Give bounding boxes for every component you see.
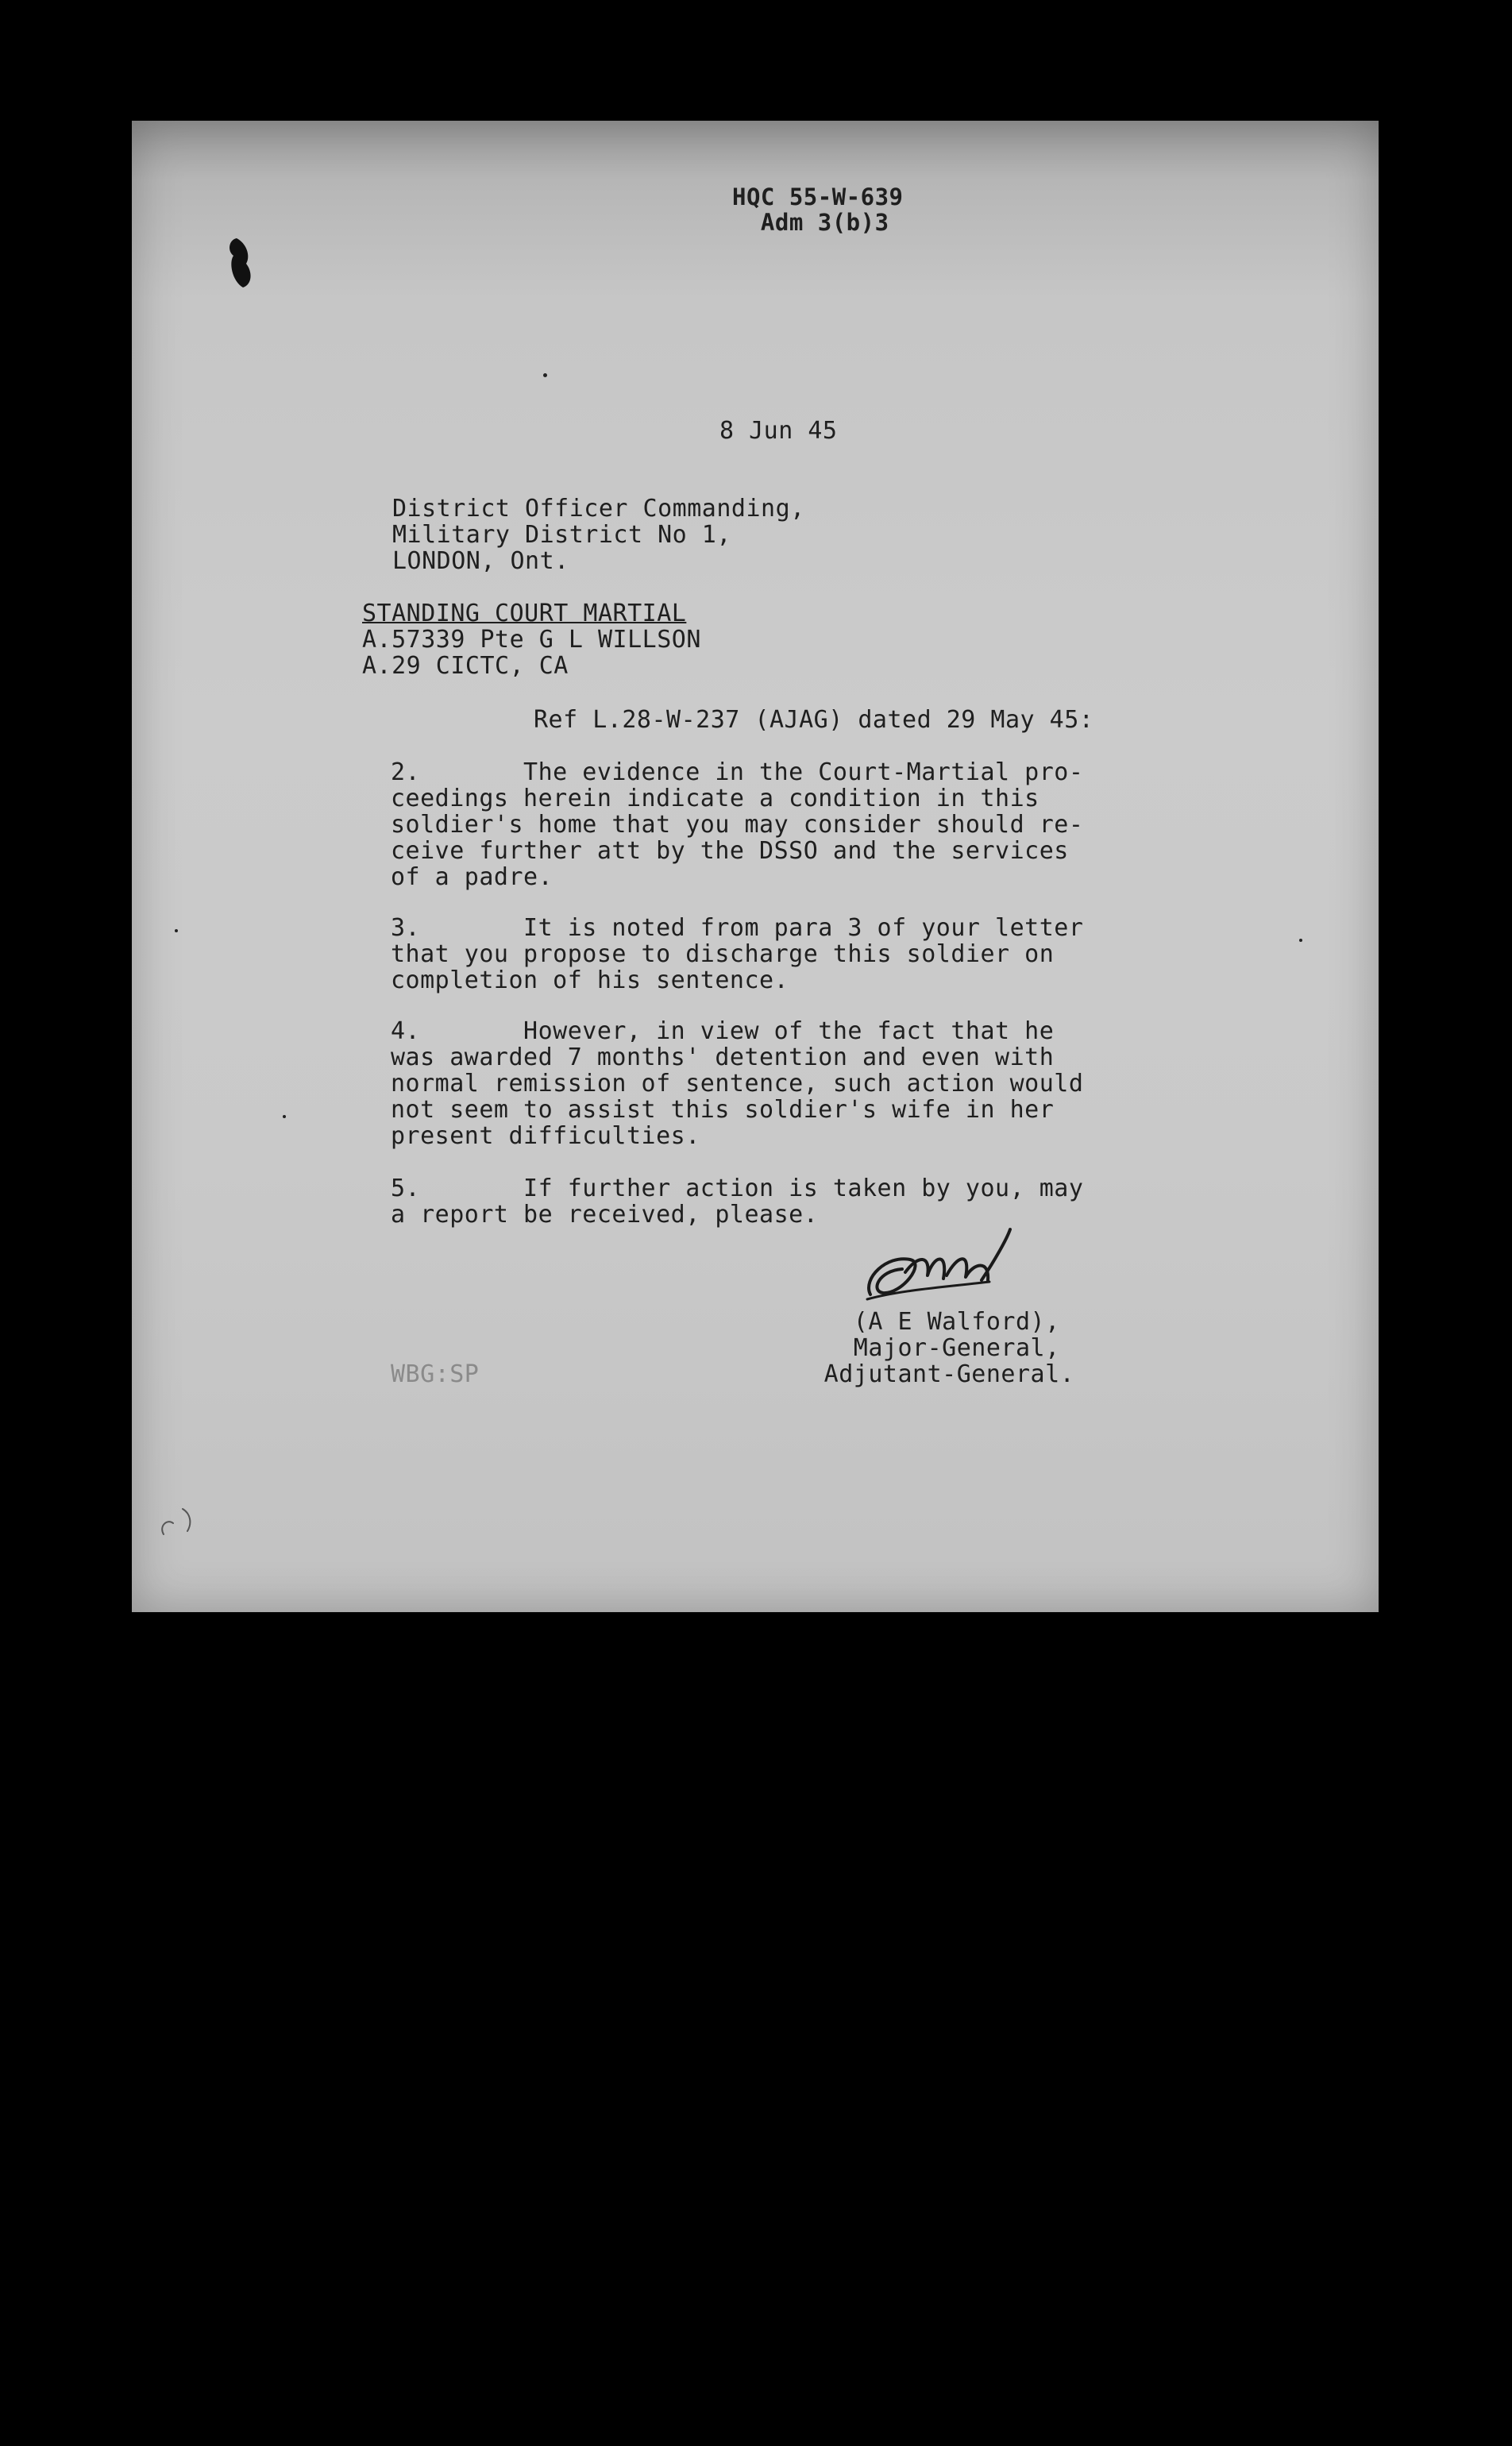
speck — [1299, 939, 1302, 942]
paragraph-3: 3. It is noted from para 3 of your letter that you propose to discharge this soldier on completion of his sentence. — [391, 914, 1084, 994]
signatory-title: Adjutant-General. — [780, 1360, 1075, 1388]
speck — [175, 929, 178, 932]
addressee-line-3: LONDON, Ont. — [392, 547, 569, 575]
addressee-block — [392, 496, 805, 574]
file-reference-number: HQC 55-W-639 — [732, 183, 904, 210]
paragraph-5: 5. If further action is taken by you, may a report be received, please. — [391, 1175, 1084, 1229]
file-reference — [732, 184, 904, 235]
file-reference-adm: Adm 3(b)3 — [760, 209, 889, 236]
letter-page — [132, 121, 1379, 1612]
subject-line-3: A.29 CICTC, CA — [362, 652, 569, 680]
signature-block — [780, 1309, 1074, 1387]
addressee-line-2: Military District No 1, — [392, 521, 731, 549]
letter-date: 8 Jun 45 — [719, 417, 838, 445]
subject-line-2: A.57339 Pte G L WILLSON — [362, 626, 701, 654]
speck — [543, 373, 547, 377]
addressee-line-1: District Officer Commanding, — [392, 495, 805, 523]
paragraph-2: 2. The evidence in the Court-Martial pro- ceedings herein indicate a condition in this soldier's home that you may consider should re- ceive further att by the DSSO and the services of a padre. — [391, 758, 1084, 891]
subject-heading: STANDING COURT MARTIAL — [362, 600, 687, 627]
speck — [283, 1115, 286, 1118]
signatory-rank: Major-General, — [780, 1334, 1060, 1362]
reference-line: Ref L.28-W-237 (AJAG) dated 29 May 45: — [534, 706, 1094, 734]
signatory-name: (A E Walford), — [780, 1308, 1060, 1336]
typist-initials: WBG:SP — [391, 1360, 480, 1388]
paragraph-4: 4. However, in view of the fact that he was awarded 7 months' detention and even with normal remission of sentence, such action would not seem to assist this soldier's wife in her present difficulties. — [391, 1017, 1084, 1150]
corner-pencil-mark — [156, 1503, 203, 1550]
subject-block — [362, 600, 701, 679]
handwritten-signature — [854, 1223, 1037, 1310]
punch-hole-mark — [226, 232, 257, 295]
